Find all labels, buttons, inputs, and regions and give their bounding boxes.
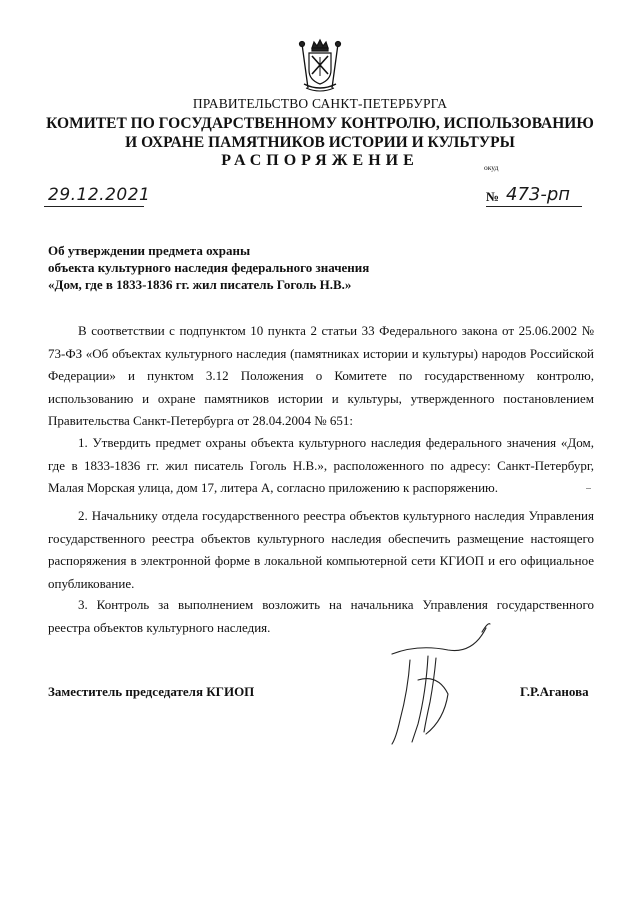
document-date: 29.12.2021: [48, 185, 151, 205]
subject-line-2: объекта культурного наследия федерального значения: [48, 260, 370, 275]
clause-2-paragraph: [48, 505, 594, 595]
preamble-text: В соответствии с подпунктом 10 пункта 2 статьи 33 Федерального закона от 25.06.2002 № 73-ФЗ «Об объектах культурного наследия (памятниках истории и культуры) народов Российской Федерации» и пунктом 3.12 Положения о Комитете по государственному контролю, использованию и охране памятников истории и культуры, утвержденного постановлением Правительства Санкт-Петербурга от 28.04.2004 № 651:: [48, 323, 594, 428]
committee-line-1: КОМИТЕТ ПО ГОСУДАРСТВЕННОМУ КОНТРОЛЮ, ИСПОЛЬЗОВАНИЮ: [46, 115, 594, 132]
date-field: [44, 184, 151, 207]
number-field: [486, 184, 582, 207]
committee-name: [0, 114, 640, 152]
clause-2-text: 2. Начальнику отдела государственного реестра объектов культурного наследия Управления государственного реестра объектов культурного наследия обеспечить размещение настоящего распоряжения в электронной форме в локальной компьютерной сети КГИОП и его официальное опубликование.: [48, 508, 594, 591]
document-type: РАСПОРЯЖЕНИЕ: [221, 152, 419, 169]
okud-label: окуд: [484, 163, 499, 172]
number-sign: №: [486, 189, 500, 204]
clause-1-paragraph: [48, 432, 594, 500]
document-number: 473-рп: [506, 184, 571, 205]
signature-icon: [378, 620, 498, 748]
committee-line-2: И ОХРАНЕ ПАМЯТНИКОВ ИСТОРИИ И КУЛЬТУРЫ: [125, 134, 515, 151]
government-name: ПРАВИТЕЛЬСТВО САНКТ-ПЕТЕРБУРГА: [192, 96, 448, 111]
signer-title: Заместитель председателя КГИОП: [48, 684, 255, 699]
clause-1-text: 1. Утвердить предмет охраны объекта культурного наследия федерального значения «Дом, где в 1833-1836 гг. жил писатель Гоголь Н.В.», расположенного по адресу: Санкт-Петербург, Малая Морская улица, дом 17, литера А, согласно приложению к распоряжению.: [48, 435, 594, 495]
subject-line-3: «Дом, где в 1833-1836 гг. жил писатель Гоголь Н.В.»: [48, 277, 352, 292]
subject-line-1: Об утверждении предмета охраны: [48, 243, 251, 258]
coat-of-arms-icon: [296, 38, 344, 94]
clause-3-paragraph: [48, 594, 594, 639]
preamble-paragraph: [48, 320, 594, 433]
document-subject: [48, 242, 369, 293]
signer-name: Г.Р.Аганова: [520, 684, 589, 699]
margin-tick: [586, 488, 591, 489]
clause-3-text: 3. Контроль за выполнением возложить на начальника Управления государственного реестра объектов культурного наследия.: [48, 597, 594, 635]
